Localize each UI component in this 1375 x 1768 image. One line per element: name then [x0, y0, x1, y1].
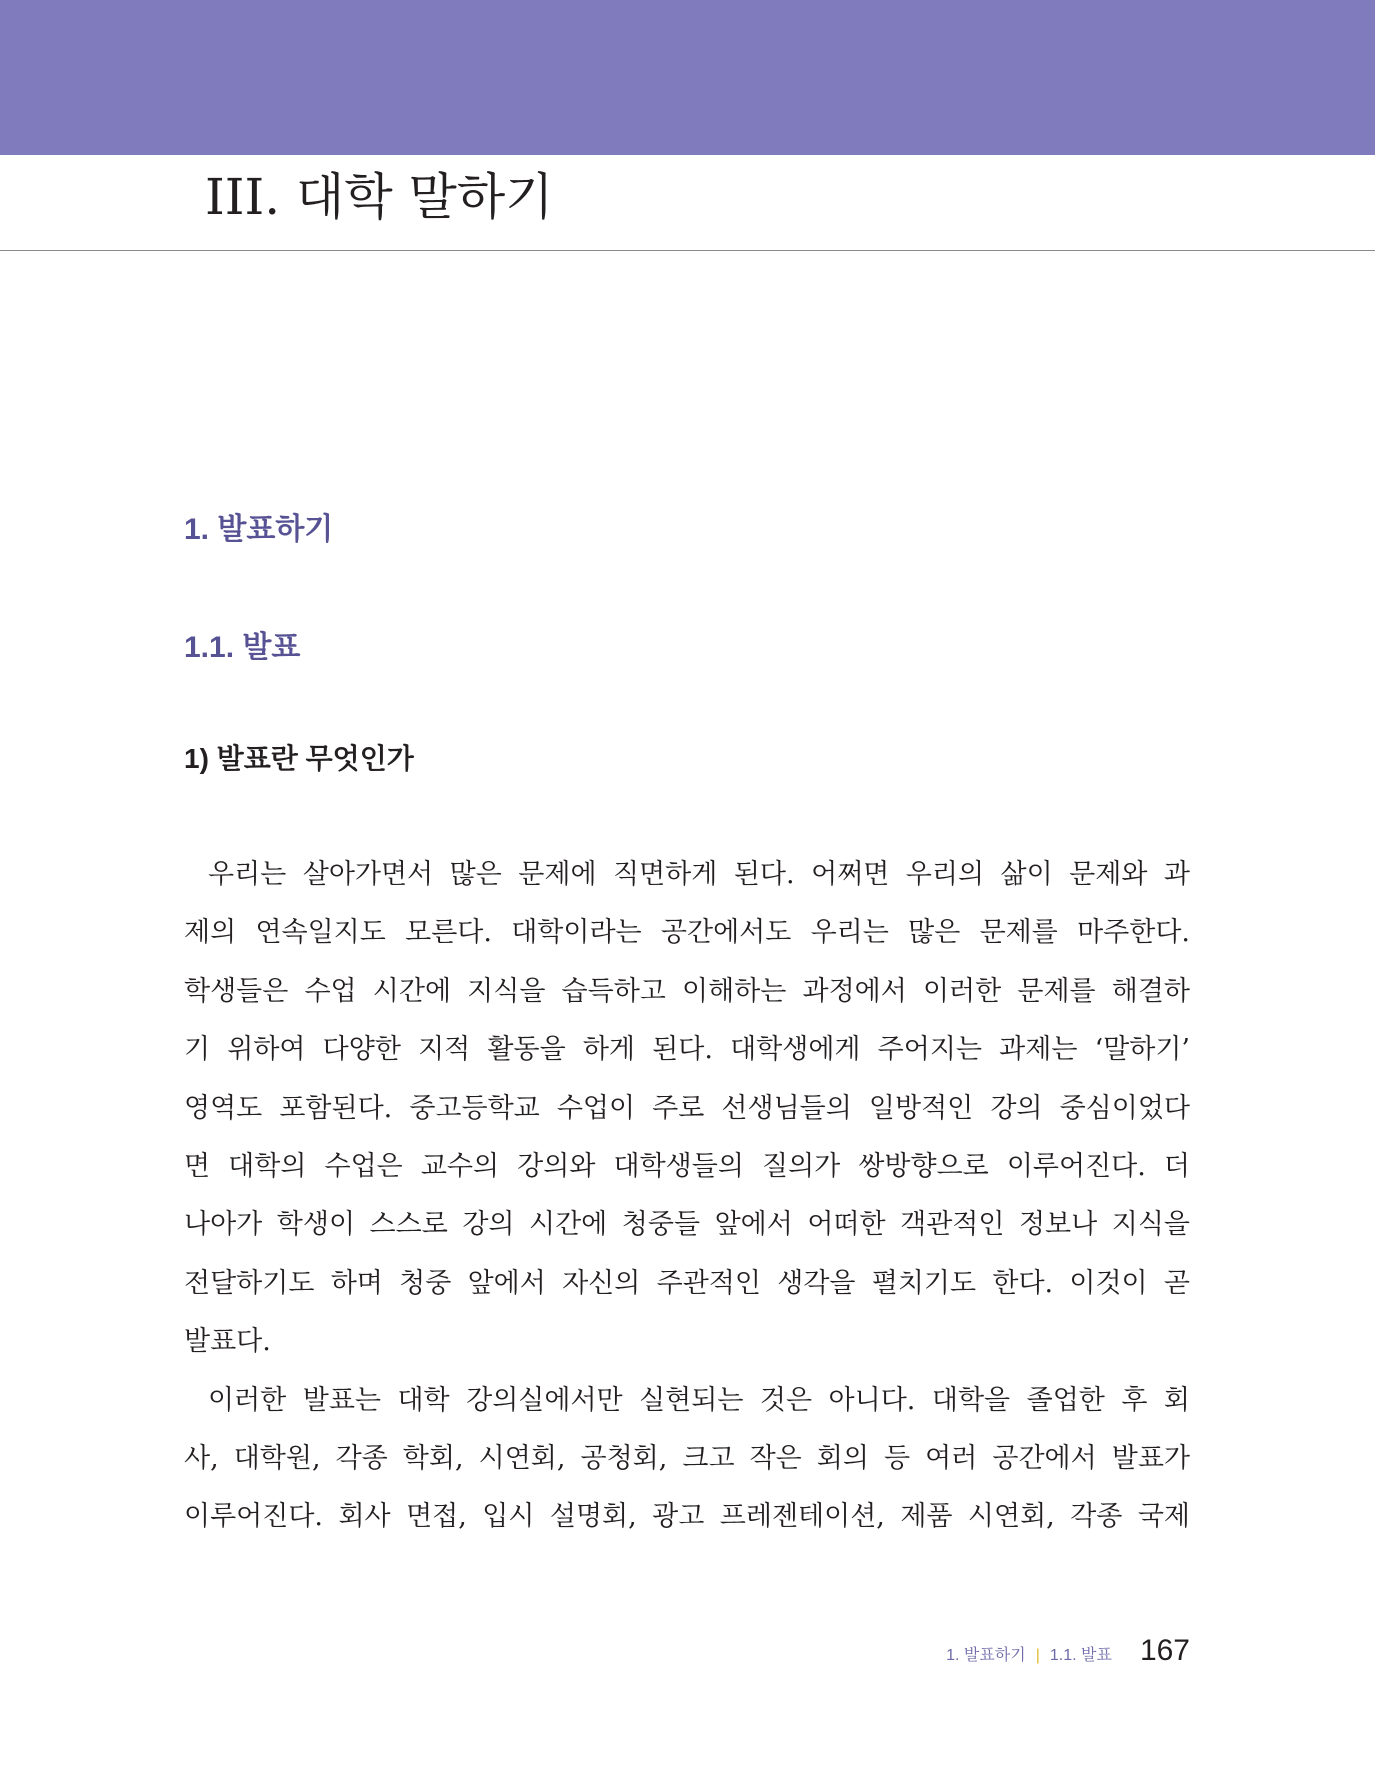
footer-subsection-label: 1.1. 발표 [1049, 1647, 1112, 1664]
page-footer [946, 1634, 1190, 1668]
body-line: 나아가 학생이 스스로 강의 시간에 청중들 앞에서 어떠한 객관적인 정보나 지식을 [184, 1209, 1190, 1241]
footer-section-label: 1. 발표하기 [946, 1647, 1026, 1664]
body-line: 사, 대학원, 각종 학회, 시연회, 공청회, 크고 작은 회의 등 여러 공간에서 발표가 [184, 1442, 1190, 1474]
body-line: 이러한 발표는 대학 강의실에서만 실현되는 것은 아니다. 대학을 졸업한 후 회 [208, 1384, 1190, 1416]
body-line: 전달하기도 하며 청중 앞에서 자신의 주관적인 생각을 펼치기도 한다. 이것이 곧 [184, 1267, 1190, 1299]
body-line: 제의 연속일지도 모른다. 대학이라는 공간에서도 우리는 많은 문제를 마주한다. [184, 917, 1190, 949]
page-number: 167 [1139, 1634, 1190, 1667]
body-text [184, 846, 1190, 1547]
body-line: 학생들은 수업 시간에 지식을 습득하고 이해하는 과정에서 이러한 문제를 해결하 [184, 975, 1190, 1007]
body-line: 면 대학의 수업은 교수의 강의와 대학생들의 질의가 쌍방향으로 이루어진다. 더 [184, 1150, 1190, 1182]
body-line: 영역도 포함된다. 중고등학교 수업이 주로 선생님들의 일방적인 강의 중심이었다 [184, 1092, 1190, 1124]
topic-heading: 1) 발표란 무엇인가 [184, 743, 414, 774]
footer-separator: | [1035, 1647, 1040, 1664]
body-line: 우리는 살아가면서 많은 문제에 직면하게 된다. 어쩌면 우리의 삶이 문제와 과 [208, 859, 1190, 890]
title-divider [0, 250, 1375, 251]
section-heading: 1. 발표하기 [184, 513, 334, 546]
subsection-heading: 1.1. 발표 [184, 631, 301, 664]
body-line: 기 위하여 다양한 지적 활동을 하게 된다. 대학생에게 주어지는 과제는 ‘말하기’ [184, 1034, 1190, 1066]
body-line: 발표다. [184, 1326, 271, 1358]
body-line: 이루어진다. 회사 면접, 입시 설명회, 광고 프레젠테이션, 제품 시연회, 각종 국제 [184, 1501, 1190, 1533]
header-band [0, 0, 1375, 155]
chapter-title: III. 대학 말하기 [205, 168, 554, 226]
